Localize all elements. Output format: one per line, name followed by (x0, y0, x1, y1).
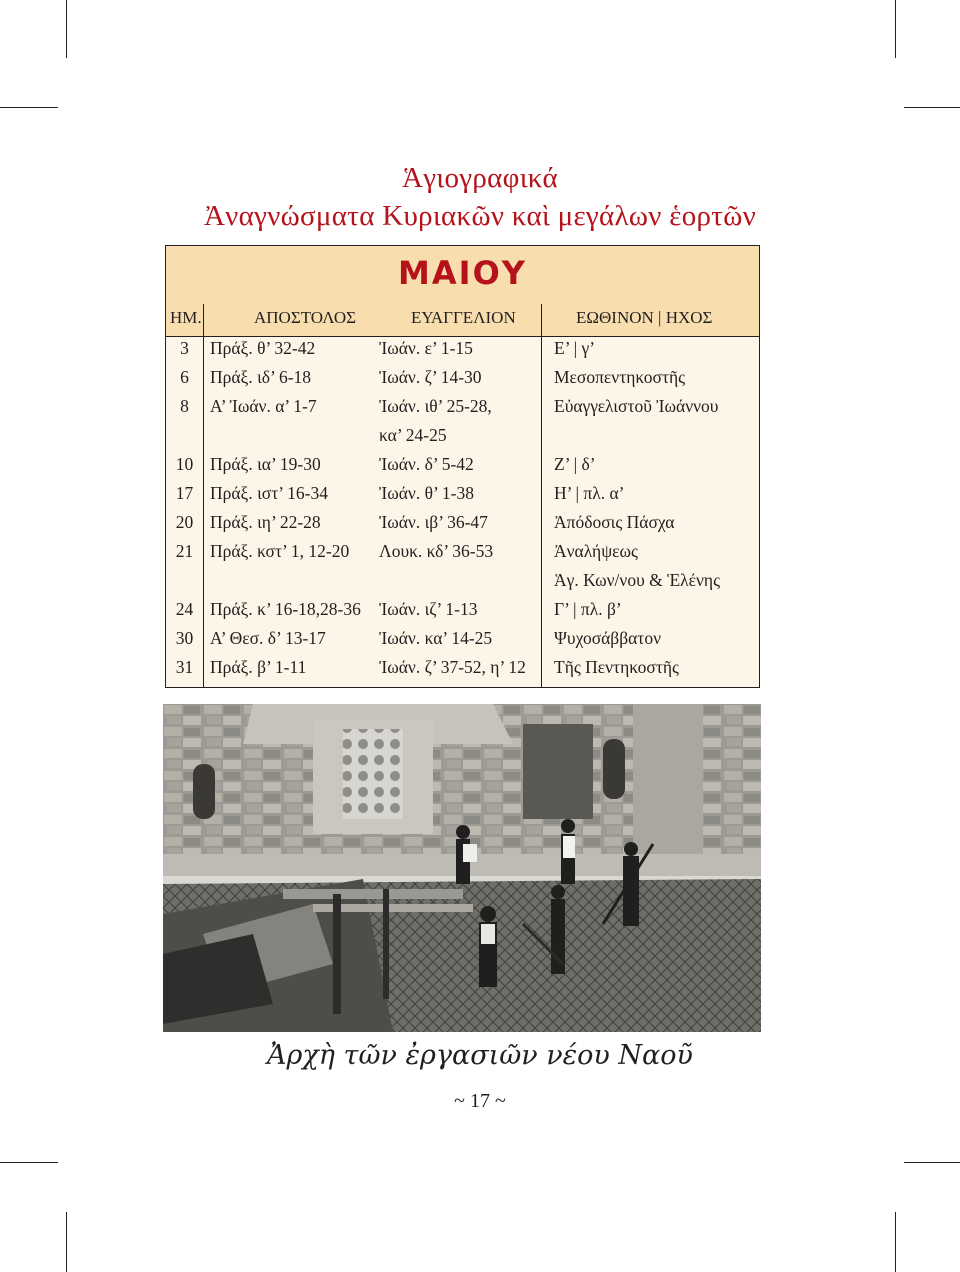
row-day: 6 (180, 367, 189, 387)
row-day: 30 (175, 628, 194, 648)
page-number: ~ 17 ~ (454, 1090, 506, 1112)
row-eothinon: Ψυχοσάββατον (554, 628, 661, 648)
row-eothinon: Ζ’ | δ’ (554, 454, 596, 474)
row-apostolos: Πράξ. ια’ 19-30 (210, 454, 321, 474)
table-row (166, 512, 759, 541)
row-eothinon: Ε’ | γ’ (554, 338, 596, 358)
crop-mark (66, 1212, 67, 1272)
row-eothinon: Εὐαγγελιστοῦ Ἰωάννου (554, 396, 719, 416)
construction-photo (163, 704, 761, 1032)
row-evangelion: Ἰωάν. κα’ 14-25 (379, 628, 493, 648)
table-row (166, 338, 759, 367)
row-day: 31 (175, 657, 194, 677)
row-eothinon: Ἁγ. Κων/νου & Ἑλένης (554, 570, 721, 590)
table-row (166, 483, 759, 512)
row-apostolos: Πράξ. ιστ’ 16-34 (210, 483, 328, 503)
construction-photo-image (163, 704, 761, 1032)
row-day: 10 (175, 454, 194, 474)
row-evangelion: Ἰωάν. ιθ’ 25-28, (379, 396, 492, 416)
table-row (166, 454, 759, 483)
row-apostolos: Α’ Ἰωάν. α’ 1-7 (210, 396, 317, 416)
table-row (166, 628, 759, 657)
row-eothinon: Ἀπόδοσις Πάσχα (554, 512, 675, 532)
header-apostolos: ΑΠΟΣΤΟΛΟΣ (254, 308, 357, 327)
crop-mark (0, 1162, 58, 1163)
table-row (166, 396, 759, 425)
table-header (166, 246, 759, 337)
row-apostolos: Πράξ. κ’ 16-18,28-36 (210, 599, 361, 619)
row-evangelion: Ἰωάν. ιβ’ 36-47 (379, 512, 488, 532)
table-row (166, 657, 759, 686)
row-day: 17 (175, 483, 194, 503)
row-evangelion: Λουκ. κδ’ 36-53 (379, 541, 494, 561)
row-evangelion: Ἰωάν. ιζ’ 1-13 (379, 599, 478, 619)
row-evangelion: Ἰωάν. δ’ 5-42 (379, 454, 474, 474)
row-eothinon: Μεσοπεντηκοστῆς (554, 367, 686, 387)
row-apostolos: Α’ Θεσ. δ’ 13-17 (210, 628, 326, 648)
row-evangelion: Ἰωάν. ζ’ 37-52, η’ 12 (379, 657, 526, 677)
row-day: 3 (180, 338, 189, 358)
month-title: ΜΑΙΟΥ (398, 254, 527, 292)
page-subtitle: Ἀναγνώσματα Κυριακῶν καὶ μεγάλων ἑορτῶν (203, 200, 757, 232)
header-eothinon: ΕΩΘΙΝΟΝ | ΗΧΟΣ (576, 308, 713, 327)
row-eothinon: Τῆς Πεντηκοστῆς (554, 657, 679, 677)
row-evangelion: Ἰωάν. ζ’ 14-30 (379, 367, 482, 387)
row-day: 20 (175, 512, 194, 532)
table-row (166, 599, 759, 628)
row-eothinon: Η’ | πλ. α’ (554, 483, 625, 503)
row-day: 21 (175, 541, 194, 561)
row-apostolos: Πράξ. ιδ’ 6-18 (210, 367, 312, 387)
crop-mark (0, 107, 58, 108)
row-apostolos: Πράξ. κστ’ 1, 12-20 (210, 541, 350, 561)
header-day: ΗΜ. (170, 308, 202, 327)
row-eothinon: Γ’ | πλ. β’ (554, 599, 622, 619)
table-row (166, 541, 759, 570)
table-row (166, 570, 759, 599)
row-day: 8 (180, 396, 189, 416)
crop-mark (904, 1162, 960, 1163)
readings-table (165, 245, 760, 688)
crop-mark (895, 1212, 896, 1272)
row-evangelion: κα’ 24-25 (379, 425, 447, 445)
row-evangelion: Ἰωάν. θ’ 1-38 (379, 483, 474, 503)
row-apostolos: Πράξ. θ’ 32-42 (210, 338, 316, 358)
crop-mark (895, 0, 896, 58)
crop-mark (904, 107, 960, 108)
row-eothinon: Ἀναλήψεως (554, 541, 638, 561)
table-row (166, 425, 759, 454)
photo-caption: Ἀρχὴ τῶν ἐργασιῶν νέου Ναοῦ (267, 1040, 693, 1071)
row-apostolos: Πράξ. β’ 1-11 (210, 657, 307, 677)
crop-mark (66, 0, 67, 58)
row-apostolos: Πράξ. ιη’ 22-28 (210, 512, 321, 532)
row-day: 24 (175, 599, 194, 619)
header-evangelion: ΕΥΑΓΓΕΛΙΟΝ (411, 308, 516, 327)
page-title: Ἁγιογραφικά (402, 162, 558, 194)
row-evangelion: Ἰωάν. ε’ 1-15 (379, 338, 473, 358)
table-row (166, 367, 759, 396)
